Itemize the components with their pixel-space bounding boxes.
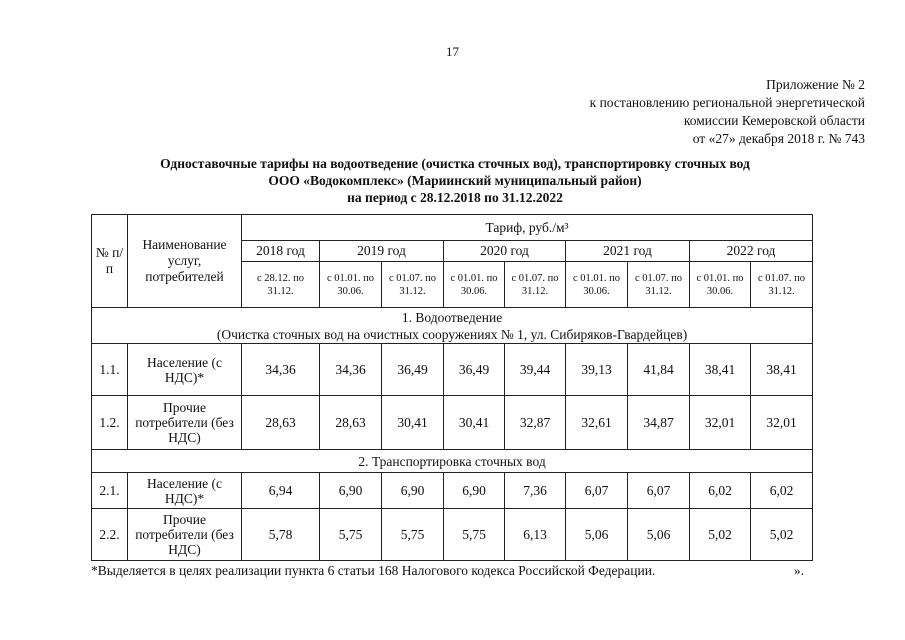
table-row: [92, 396, 813, 450]
row-name: Прочие потребители (без НДС): [128, 509, 242, 561]
tariff-cell: 6,02: [751, 473, 813, 509]
appendix-header: [520, 76, 865, 148]
header-year: 2022 год: [690, 241, 813, 262]
header-period: с 01.01. по 30.06.: [444, 262, 505, 308]
tariff-cell: 5,06: [566, 509, 628, 561]
title-line: ООО «Водокомплекс» (Мариинский муниципальный район): [268, 173, 642, 188]
title-line: Одноставочные тарифы на водоотведение (очистка сточных вод), транспортировку сточных вод: [160, 156, 750, 171]
tariff-cell: 6,90: [444, 473, 505, 509]
closing-quote: ».: [793, 563, 804, 578]
tariff-cell: 5,02: [690, 509, 751, 561]
header-period: с 01.01. по 30.06.: [566, 262, 628, 308]
appendix-line: Приложение № 2: [766, 77, 865, 92]
header-num: № п/п: [92, 215, 128, 308]
tariff-cell: 5,02: [751, 509, 813, 561]
row-name: Население (с НДС)*: [128, 344, 242, 396]
header-period: с 01.07. по 31.12.: [628, 262, 690, 308]
row-number: 1.1.: [92, 344, 128, 396]
footnote: [91, 563, 812, 579]
section-subtitle: (Очистка сточных вод на очистных сооружениях № 1, ул. Сибиряков-Гвардейцев): [216, 326, 688, 342]
tariff-cell: 6,90: [320, 473, 382, 509]
header-year: 2018 год: [242, 241, 320, 262]
tariff-cell: 28,63: [242, 396, 320, 450]
tariff-cell: 39,13: [566, 344, 628, 396]
tariff-cell: 36,49: [382, 344, 444, 396]
tariff-cell: 38,41: [690, 344, 751, 396]
tariff-cell: 6,90: [382, 473, 444, 509]
header-period: с 01.01. по 30.06.: [320, 262, 382, 308]
section-heading: [92, 308, 813, 344]
header-period: с 01.07. по 31.12.: [751, 262, 813, 308]
header-tariff: Тариф, руб./м³: [242, 215, 813, 241]
header-period: с 01.07. по 31.12.: [382, 262, 444, 308]
row-number: 2.2.: [92, 509, 128, 561]
row-name: Прочие потребители (без НДС): [128, 396, 242, 450]
row-number: 2.1.: [92, 473, 128, 509]
tariff-cell: 6,07: [566, 473, 628, 509]
tariff-cell: 41,84: [628, 344, 690, 396]
table-row: [92, 509, 813, 561]
tariff-cell: 36,49: [444, 344, 505, 396]
tariff-cell: 5,75: [320, 509, 382, 561]
tariff-cell: 30,41: [444, 396, 505, 450]
appendix-line: к постановлению региональной энергетической: [589, 95, 865, 110]
tariff-cell: 34,36: [242, 344, 320, 396]
header-period: с 01.07. по 31.12.: [505, 262, 566, 308]
section-title: 1. Водоотведение: [401, 309, 503, 325]
tariff-cell: 6,94: [242, 473, 320, 509]
tariff-cell: 32,61: [566, 396, 628, 450]
tariff-cell: 34,87: [628, 396, 690, 450]
page-number: 17: [446, 44, 459, 59]
header-name: Наименование услуг, потребителей: [128, 215, 242, 308]
tariff-cell: 5,78: [242, 509, 320, 561]
footnote-text: *Выделяется в целях реализации пункта 6 статьи 168 Налогового кодекса Российской Федерации.: [91, 563, 656, 578]
table-row: [92, 344, 813, 396]
document-title: [60, 155, 850, 206]
tariff-cell: 6,07: [628, 473, 690, 509]
section-heading: 2. Транспортировка сточных вод: [92, 450, 813, 473]
appendix-line: комиссии Кемеровской области: [683, 113, 865, 128]
tariff-table: [91, 214, 813, 561]
tariff-cell: 7,36: [505, 473, 566, 509]
tariff-cell: 38,41: [751, 344, 813, 396]
tariff-cell: 5,75: [382, 509, 444, 561]
tariff-cell: 30,41: [382, 396, 444, 450]
tariff-cell: 6,13: [505, 509, 566, 561]
header-period: с 28.12. по 31.12.: [242, 262, 320, 308]
appendix-line: от «27» декабря 2018 г. № 743: [692, 131, 865, 146]
header-year: 2020 год: [444, 241, 566, 262]
row-name: Население (с НДС)*: [128, 473, 242, 509]
row-number: 1.2.: [92, 396, 128, 450]
tariff-cell: 6,02: [690, 473, 751, 509]
tariff-cell: 32,01: [690, 396, 751, 450]
tariff-cell: 34,36: [320, 344, 382, 396]
tariff-cell: 39,44: [505, 344, 566, 396]
tariff-cell: 32,01: [751, 396, 813, 450]
title-line: на период с 28.12.2018 по 31.12.2022: [347, 190, 563, 205]
table-row: [92, 473, 813, 509]
tariff-cell: 32,87: [505, 396, 566, 450]
header-period: с 01.01. по 30.06.: [690, 262, 751, 308]
header-year: 2019 год: [320, 241, 444, 262]
tariff-cell: 5,75: [444, 509, 505, 561]
tariff-cell: 5,06: [628, 509, 690, 561]
tariff-cell: 28,63: [320, 396, 382, 450]
header-year: 2021 год: [566, 241, 690, 262]
